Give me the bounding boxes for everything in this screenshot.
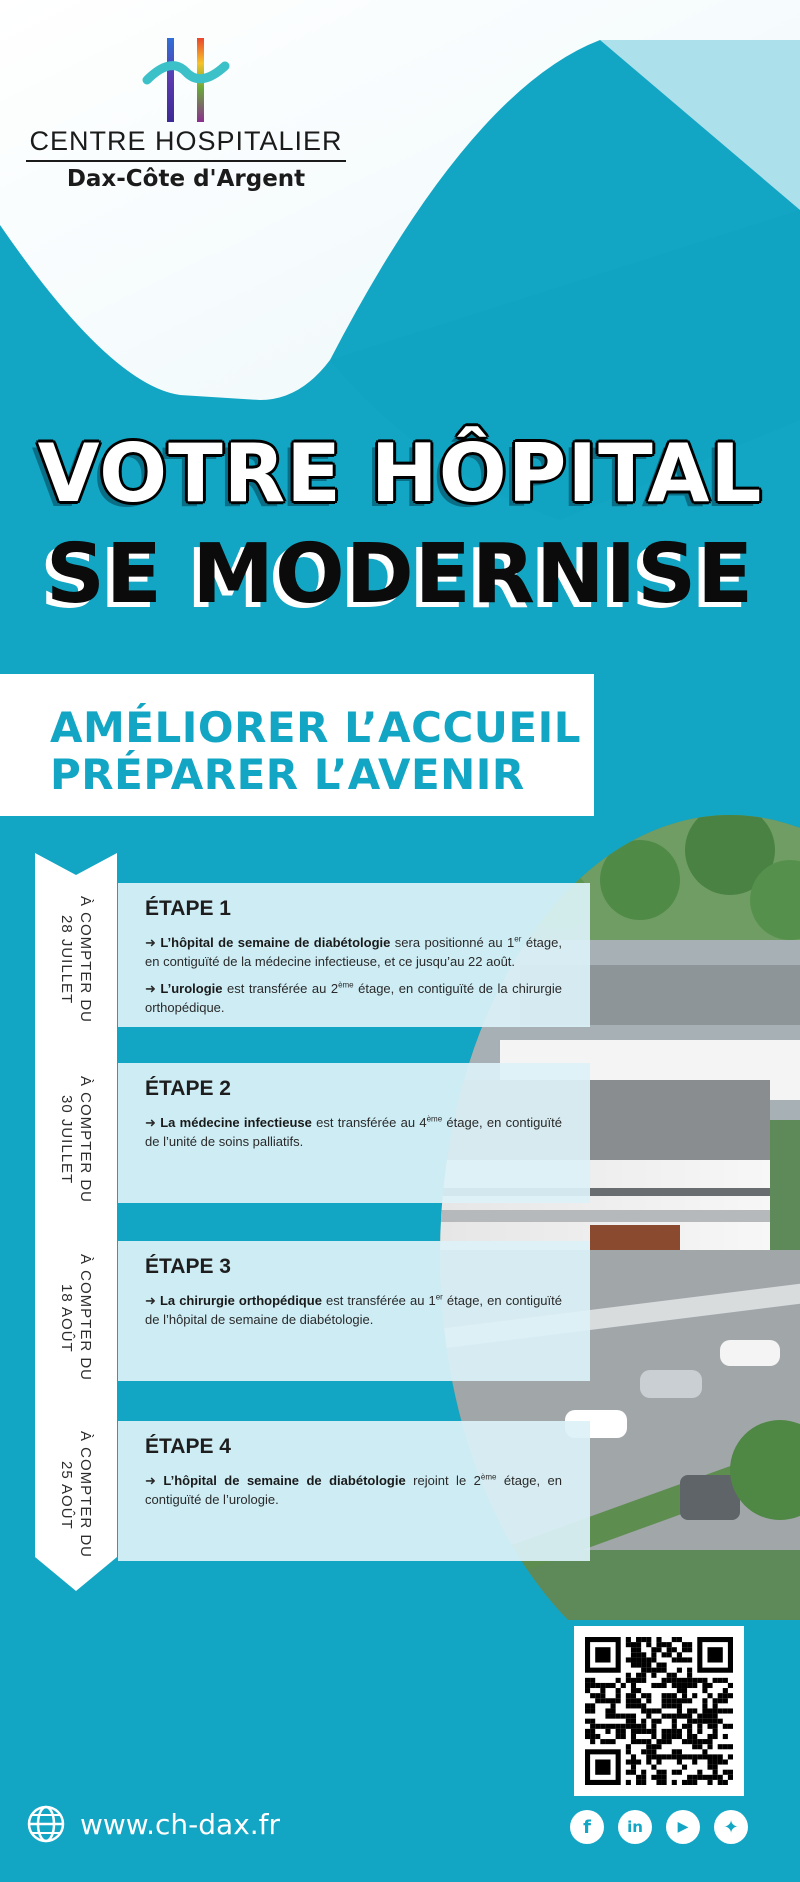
step-1-p2-text-2: étage, en contiguïté de la chirurgie orthopédique. [145, 981, 562, 1015]
step-1-p2-sup: ème [338, 980, 354, 990]
subheadline-line-1: AMÉLIORER L’ACCUEIL [50, 703, 581, 752]
step-4-paragraph-1 [145, 1471, 562, 1509]
step-1-p1-text-2: étage, en contiguïté de la médecine infectieuse, et ce jusqu’au 22 août. [145, 935, 562, 969]
step-3-date-line-1: À COMPTER DU [77, 1254, 94, 1382]
step-4-p1-text: rejoint le 2 [405, 1473, 481, 1488]
arrow-icon: ➜ [145, 935, 156, 950]
step-4-panel [118, 1421, 590, 1561]
step-2-p1-sup: ème [426, 1114, 443, 1124]
logo-divider [26, 160, 346, 162]
step-1-title: ÉTAPE 1 [145, 897, 231, 920]
step-1-p2-text: est transférée au 2 [222, 981, 339, 996]
step-1-date-line-2: 28 JUILLET [58, 915, 75, 1005]
step-1-paragraph-1 [145, 933, 562, 971]
step-3-title: ÉTAPE 3 [145, 1255, 231, 1278]
arrow-icon: ➜ [145, 981, 156, 996]
step-2-paragraph-1 [145, 1113, 562, 1151]
step-4-p1-bold: L’hôpital de semaine de diabétologie [163, 1473, 406, 1488]
headline-line-2: SE MODERNISE [45, 527, 755, 622]
hospital-logo [26, 36, 346, 192]
website-url: www.ch-dax.fr [80, 1807, 281, 1841]
arrow-icon: ➜ [145, 1115, 156, 1130]
globe-icon [26, 1804, 66, 1844]
step-2-panel [118, 1063, 590, 1203]
website-link[interactable] [26, 1804, 280, 1844]
social-links [570, 1810, 748, 1844]
arrow-icon: ➜ [145, 1473, 156, 1488]
step-2-date [35, 1050, 117, 1230]
logo-title: CENTRE HOSPITALIER [29, 126, 343, 156]
step-1-p1-text: sera positionné au 1 [390, 935, 515, 950]
step-2-date-line-2: 30 JUILLET [58, 1095, 75, 1185]
step-4-date-line-2: 25 AOÛT [58, 1460, 75, 1530]
step-3-p1-sup: er [435, 1292, 443, 1302]
youtube-icon[interactable]: ▶ [666, 1810, 700, 1844]
step-2-p1-text-2: étage, en contiguïté de l’unité de soins palliatifs. [145, 1115, 562, 1149]
arrow-icon: ➜ [145, 1293, 156, 1308]
step-4-p1-text-2: étage, en contiguïté de l’urologie. [145, 1473, 563, 1507]
step-1-date-line-1: À COMPTER DU [77, 896, 94, 1024]
step-2-p1-text: est transférée au 4 [311, 1115, 427, 1130]
logo-subtitle: Dax-Côte d'Argent [66, 166, 306, 192]
subheadline-box [0, 674, 594, 816]
subheadline-line-2: PRÉPARER L’AVENIR [50, 750, 525, 799]
step-3-panel [118, 1241, 590, 1381]
step-1-p1-sup: er [514, 934, 522, 944]
step-3-date-line-2: 18 AOÛT [58, 1283, 75, 1353]
step-2-p1-bold: La médecine infectieuse [160, 1115, 312, 1130]
step-1-date [35, 870, 117, 1050]
step-3-p1-bold: La chirurgie orthopédique [159, 1293, 322, 1308]
step-4-title: ÉTAPE 4 [145, 1435, 231, 1458]
bluesky-icon[interactable]: ✦ [714, 1810, 748, 1844]
step-3-p1-text-2: étage, en contiguïté de l’hôpital de semaine de diabétologie. [145, 1293, 562, 1327]
step-1-paragraph-2 [145, 979, 562, 1017]
step-4-p1-sup: ème [480, 1472, 497, 1482]
linkedin-icon[interactable]: in [618, 1810, 652, 1844]
step-3-date [35, 1228, 117, 1408]
step-4-date-line-1: À COMPTER DU [77, 1431, 94, 1559]
step-1-p2-bold: L’urologie [160, 981, 223, 996]
qr-code-icon [585, 1637, 733, 1785]
facebook-icon[interactable]: f [570, 1810, 604, 1844]
step-3-paragraph-1 [145, 1291, 562, 1329]
headline-line-1: VOTRE HÔPITAL [37, 427, 763, 520]
step-3-p1-text: est transférée au 1 [321, 1293, 436, 1308]
hospital-h-logo-icon [141, 36, 231, 124]
step-1-p1-bold: L’hôpital de semaine de diabétologie [160, 935, 391, 950]
qr-code[interactable] [574, 1626, 744, 1796]
step-2-date-line-1: À COMPTER DU [77, 1076, 94, 1204]
step-1-panel [118, 883, 590, 1027]
step-2-title: ÉTAPE 2 [145, 1077, 231, 1100]
step-4-date [35, 1410, 117, 1580]
